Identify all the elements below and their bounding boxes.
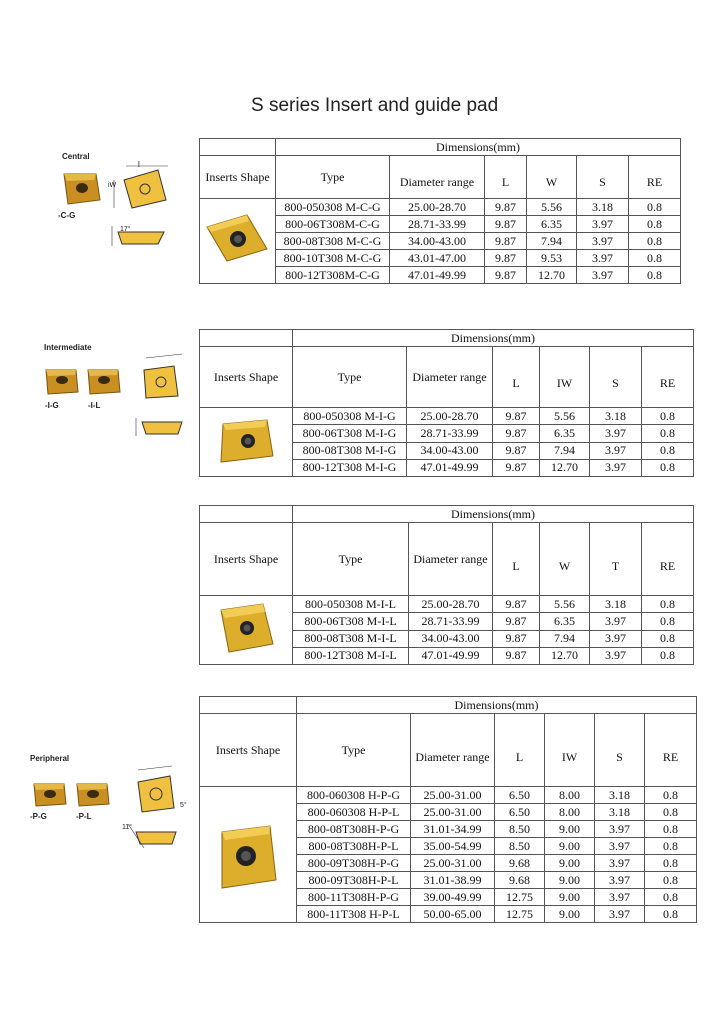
l-cell: 9.87 (485, 199, 527, 216)
l-cell: 6.50 (495, 787, 545, 804)
col-l-header: L (493, 347, 540, 408)
s-cell: 3.97 (595, 906, 645, 923)
il-table (199, 505, 694, 665)
iw-cell: 7.94 (540, 442, 590, 459)
peripheral-dimension-diagram (122, 764, 192, 854)
col-l-header: L (493, 523, 540, 596)
w-cell: 7.94 (540, 630, 590, 647)
type-cell: 800-12T308 M-I-L (293, 647, 409, 664)
l-cell: 9.87 (485, 233, 527, 250)
l-cell: 9.87 (493, 459, 540, 476)
re-cell: 0.8 (642, 630, 694, 647)
type-header: Type (293, 523, 409, 596)
peripheral-pg-icon (30, 780, 70, 810)
table-corner (200, 506, 293, 523)
s-cell: 3.97 (595, 855, 645, 872)
dim-label-11: 11° (122, 824, 133, 831)
diameter-cell: 47.01-49.99 (390, 267, 485, 284)
l-cell: 12.75 (495, 889, 545, 906)
section-il (199, 505, 694, 665)
iw-cell: 9.00 (545, 889, 595, 906)
w-cell: 7.94 (527, 233, 577, 250)
type-cell: 800-11T308 H-P-L (297, 906, 411, 923)
iw-cell: 12.70 (540, 459, 590, 476)
diameter-header: Diameter range (407, 347, 493, 408)
insert-image-cell (200, 199, 276, 284)
col-iw-header: IW (545, 714, 595, 787)
inserts-shape-header: Inserts Shape (200, 714, 297, 787)
variant-label-i-g: -I-G (45, 401, 59, 410)
s-cell: 3.97 (590, 425, 642, 442)
diameter-cell: 39.00-49.99 (411, 889, 495, 906)
re-cell: 0.8 (642, 596, 694, 613)
re-cell: 0.8 (642, 459, 694, 476)
re-cell: 0.8 (642, 442, 694, 459)
s-cell: 3.97 (595, 872, 645, 889)
intermediate-ig-icon (42, 366, 82, 398)
s-cell: 3.18 (595, 804, 645, 821)
diameter-cell: 34.00-43.00 (407, 442, 493, 459)
intermediate-il-icon (84, 366, 124, 398)
re-cell: 0.8 (645, 787, 697, 804)
peripheral-table (199, 696, 697, 923)
diameter-cell: 28.71-33.99 (407, 425, 493, 442)
type-cell: 800-08T308H-P-L (297, 838, 411, 855)
type-cell: 800-09T308H-P-G (297, 855, 411, 872)
dimensions-header: Dimensions(mm) (293, 330, 694, 347)
col-s-header: S (577, 156, 629, 199)
re-cell: 0.8 (629, 250, 681, 267)
insert-image-cell (200, 787, 297, 923)
col-re-header: RE (642, 347, 694, 408)
table-row (200, 199, 681, 216)
type-cell: 800-06T308M-C-G (276, 216, 390, 233)
table-corner (200, 139, 276, 156)
s-cell: 3.18 (577, 199, 629, 216)
diameter-cell: 43.01-47.00 (390, 250, 485, 267)
l-cell: 9.87 (493, 442, 540, 459)
dim-label-l: l (138, 160, 140, 169)
variant-label-i-l: -I-L (88, 401, 101, 410)
t-cell: 3.18 (590, 596, 642, 613)
col-l-header: L (495, 714, 545, 787)
t-cell: 3.97 (590, 613, 642, 630)
table-row (200, 787, 697, 804)
central-table (199, 138, 681, 284)
diameter-cell: 35.00-54.99 (411, 838, 495, 855)
diameter-cell: 28.71-33.99 (390, 216, 485, 233)
diameter-header: Diameter range (390, 156, 485, 199)
l-cell: 8.50 (495, 838, 545, 855)
re-cell: 0.8 (645, 838, 697, 855)
l-cell: 9.68 (495, 855, 545, 872)
re-cell: 0.8 (645, 906, 697, 923)
central-insert-icon (58, 170, 103, 208)
type-cell: 800-060308 H-P-G (297, 787, 411, 804)
type-cell: 800-08T308H-P-G (297, 821, 411, 838)
table-corner (200, 330, 293, 347)
table-row (200, 408, 694, 425)
w-cell: 12.70 (540, 647, 590, 664)
intermediate-insert-photo (201, 408, 291, 472)
l-cell: 9.68 (495, 872, 545, 889)
diameter-cell: 31.01-34.99 (411, 821, 495, 838)
l-cell: 8.50 (495, 821, 545, 838)
section-label-peripheral: Peripheral (30, 754, 70, 763)
section-label-intermediate: Intermediate (44, 343, 92, 352)
col-iw-header: IW (540, 347, 590, 408)
s-cell: 3.97 (595, 838, 645, 855)
type-cell: 800-11T308H-P-G (297, 889, 411, 906)
col-re-header: RE (629, 156, 681, 199)
variant-label-p-g: -P-G (30, 812, 47, 821)
t-cell: 3.97 (590, 630, 642, 647)
diameter-cell: 31.01-38.99 (411, 872, 495, 889)
w-cell: 9.53 (527, 250, 577, 267)
iw-cell: 9.00 (545, 872, 595, 889)
l-cell: 6.50 (495, 804, 545, 821)
dimensions-header: Dimensions(mm) (276, 139, 681, 156)
table-row (200, 596, 694, 613)
diameter-cell: 25.00-31.00 (411, 787, 495, 804)
w-cell: 5.56 (540, 596, 590, 613)
col-w-header: W (540, 523, 590, 596)
re-cell: 0.8 (642, 613, 694, 630)
re-cell: 0.8 (642, 425, 694, 442)
l-cell: 9.87 (493, 630, 540, 647)
type-cell: 800-06T308 M-I-G (293, 425, 407, 442)
iw-cell: 9.00 (545, 855, 595, 872)
s-cell: 3.97 (590, 459, 642, 476)
inserts-shape-header: Inserts Shape (200, 347, 293, 408)
l-cell: 9.87 (485, 267, 527, 284)
l-cell: 12.75 (495, 906, 545, 923)
col-l-header: L (485, 156, 527, 199)
iw-cell: 9.00 (545, 838, 595, 855)
central-insert-photo (201, 199, 275, 279)
type-cell: 800-050308 M-I-G (293, 408, 407, 425)
re-cell: 0.8 (645, 855, 697, 872)
type-cell: 800-06T308 M-I-L (293, 613, 409, 630)
w-cell: 5.56 (527, 199, 577, 216)
iw-cell: 8.00 (545, 804, 595, 821)
diameter-cell: 25.00-28.70 (409, 596, 493, 613)
page-title: S series Insert and guide pad (251, 95, 499, 116)
diameter-cell: 28.71-33.99 (409, 613, 493, 630)
col-w-header: W (527, 156, 577, 199)
section-central (199, 138, 681, 284)
col-s-header: S (595, 714, 645, 787)
l-cell: 9.87 (485, 216, 527, 233)
s-cell: 3.97 (590, 442, 642, 459)
type-cell: 800-12T308M-C-G (276, 267, 390, 284)
type-cell: 800-12T308 M-I-G (293, 459, 407, 476)
type-cell: 800-060308 H-P-L (297, 804, 411, 821)
re-cell: 0.8 (629, 233, 681, 250)
l-cell: 9.87 (493, 596, 540, 613)
iw-cell: 8.00 (545, 787, 595, 804)
col-re-header: RE (642, 523, 694, 596)
re-cell: 0.8 (645, 872, 697, 889)
re-cell: 0.8 (629, 267, 681, 284)
l-cell: 9.87 (493, 408, 540, 425)
s-cell: 3.18 (590, 408, 642, 425)
iw-cell: 5.56 (540, 408, 590, 425)
iw-cell: 9.00 (545, 906, 595, 923)
s-cell: 3.18 (595, 787, 645, 804)
iw-cell: 9.00 (545, 821, 595, 838)
dim-label-17: 17° (120, 226, 131, 233)
col-re-header: RE (645, 714, 697, 787)
inserts-shape-header: Inserts Shape (200, 523, 293, 596)
insert-image-cell (200, 596, 293, 665)
dimensions-header: Dimensions(mm) (293, 506, 694, 523)
s-cell: 3.97 (577, 267, 629, 284)
intermediate-dimension-diagram (128, 352, 188, 442)
diameter-cell: 47.01-49.99 (407, 459, 493, 476)
table-corner (200, 697, 297, 714)
diameter-cell: 25.00-28.70 (407, 408, 493, 425)
l-cell: 9.87 (485, 250, 527, 267)
type-cell: 800-08T308 M-I-L (293, 630, 409, 647)
type-header: Type (293, 347, 407, 408)
type-header: Type (276, 156, 390, 199)
inserts-shape-header: Inserts Shape (200, 156, 276, 199)
l-cell: 9.87 (493, 613, 540, 630)
il-insert-photo (201, 596, 291, 660)
type-cell: 800-08T308 M-C-G (276, 233, 390, 250)
dim-label-5: 5° (180, 802, 187, 809)
l-cell: 9.87 (493, 647, 540, 664)
re-cell: 0.8 (642, 647, 694, 664)
re-cell: 0.8 (645, 804, 697, 821)
iw-cell: 6.35 (540, 425, 590, 442)
re-cell: 0.8 (629, 199, 681, 216)
type-cell: 800-09T308H-P-L (297, 872, 411, 889)
diameter-cell: 34.00-43.00 (390, 233, 485, 250)
diameter-cell: 25.00-31.00 (411, 855, 495, 872)
type-cell: 800-08T308 M-I-G (293, 442, 407, 459)
s-cell: 3.97 (577, 233, 629, 250)
s-cell: 3.97 (595, 821, 645, 838)
t-cell: 3.97 (590, 647, 642, 664)
dim-label-iw: iW (108, 182, 117, 189)
type-cell: 800-050308 M-C-G (276, 199, 390, 216)
re-cell: 0.8 (645, 821, 697, 838)
diameter-cell: 25.00-31.00 (411, 804, 495, 821)
type-cell: 800-050308 M-I-L (293, 596, 409, 613)
w-cell: 6.35 (540, 613, 590, 630)
variant-label-c-g: -C-G (58, 211, 76, 220)
s-cell: 3.97 (577, 250, 629, 267)
variant-label-p-l: -P-L (76, 812, 92, 821)
w-cell: 6.35 (527, 216, 577, 233)
l-cell: 9.87 (493, 425, 540, 442)
diameter-header: Diameter range (411, 714, 495, 787)
peripheral-insert-photo (200, 788, 296, 918)
diameter-header: Diameter range (409, 523, 493, 596)
s-cell: 3.97 (577, 216, 629, 233)
col-s-header: S (590, 347, 642, 408)
section-intermediate (199, 329, 694, 477)
dimensions-header: Dimensions(mm) (297, 697, 697, 714)
s-cell: 3.97 (595, 889, 645, 906)
insert-image-cell (200, 408, 293, 477)
re-cell: 0.8 (629, 216, 681, 233)
type-header: Type (297, 714, 411, 787)
re-cell: 0.8 (642, 408, 694, 425)
section-label-central: Central (62, 152, 90, 161)
diameter-cell: 50.00-65.00 (411, 906, 495, 923)
central-dimension-diagram (106, 162, 178, 252)
diameter-cell: 47.01-49.99 (409, 647, 493, 664)
w-cell: 12.70 (527, 267, 577, 284)
peripheral-pl-icon (73, 780, 113, 810)
col-t-header: T (590, 523, 642, 596)
diameter-cell: 34.00-43.00 (409, 630, 493, 647)
diameter-cell: 25.00-28.70 (390, 199, 485, 216)
type-cell: 800-10T308 M-C-G (276, 250, 390, 267)
intermediate-table (199, 329, 694, 477)
re-cell: 0.8 (645, 889, 697, 906)
section-peripheral (199, 696, 697, 923)
